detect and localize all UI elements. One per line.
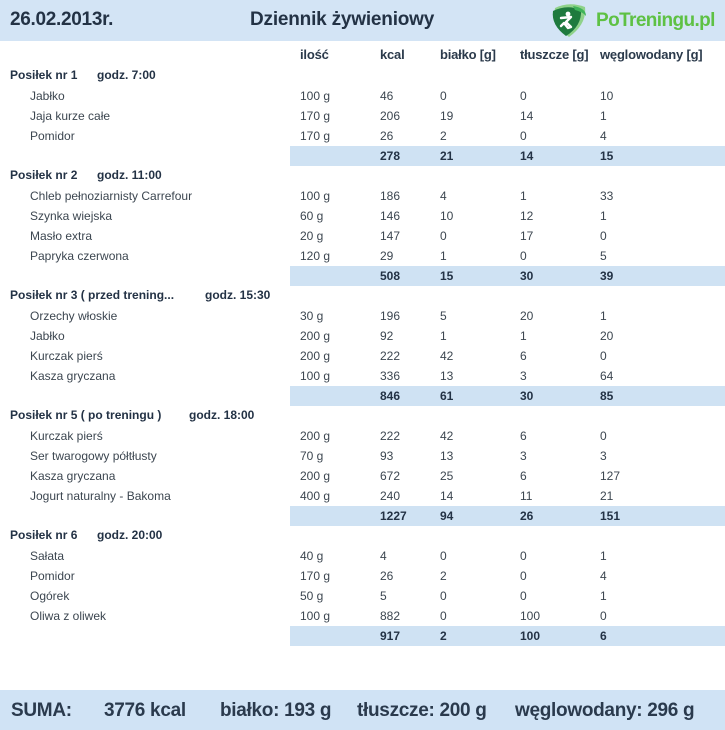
- meal-name: Posiłek nr 5 ( po treningu ): [10, 408, 162, 422]
- food-kcal: 186: [380, 189, 401, 203]
- food-amount: 200 g: [300, 469, 331, 483]
- food-kcal: 222: [380, 349, 401, 363]
- total-carbs: 6: [600, 629, 607, 643]
- food-carbs: 4: [600, 569, 607, 583]
- food-amount: 120 g: [300, 249, 331, 263]
- food-protein: 1: [440, 249, 447, 263]
- food-name: Orzechy włoskie: [30, 309, 118, 323]
- food-carbs: 3: [600, 449, 607, 463]
- meal-name: Posiłek nr 6: [10, 528, 78, 542]
- food-carbs: 1: [600, 109, 607, 123]
- food-protein: 42: [440, 349, 454, 363]
- col-carbs: węglowodany [g]: [600, 47, 703, 62]
- food-fat: 100: [520, 609, 541, 623]
- summary-kcal: 3776 kcal: [104, 700, 186, 721]
- food-protein: 1: [440, 329, 447, 343]
- food-amount: 40 g: [300, 549, 324, 563]
- food-carbs: 64: [600, 369, 614, 383]
- food-kcal: 26: [380, 569, 394, 583]
- food-amount: 50 g: [300, 589, 324, 603]
- food-name: Papryka czerwona: [30, 249, 129, 263]
- header-bar: [0, 0, 725, 41]
- food-kcal: 196: [380, 309, 401, 323]
- food-carbs: 4: [600, 129, 607, 143]
- food-name: Jabłko: [30, 329, 65, 343]
- total-fat: 100: [520, 629, 541, 643]
- brand-name: PoTreningu.pl: [596, 10, 715, 31]
- runner-shield-icon: [549, 2, 589, 38]
- food-fat: 3: [520, 369, 527, 383]
- food-kcal: 240: [380, 489, 401, 503]
- food-protein: 42: [440, 429, 454, 443]
- food-fat: 6: [520, 349, 527, 363]
- food-carbs: 0: [600, 349, 607, 363]
- total-protein: 15: [440, 269, 454, 283]
- meal-name: Posiłek nr 3 ( przed trening...: [10, 288, 175, 302]
- total-protein: 21: [440, 149, 454, 163]
- food-carbs: 10: [600, 89, 614, 103]
- food-amount: 60 g: [300, 209, 324, 223]
- total-kcal: 278: [380, 149, 401, 163]
- food-protein: 0: [440, 549, 447, 563]
- food-kcal: 672: [380, 469, 401, 483]
- food-name: Kasza gryczana: [30, 369, 116, 383]
- food-name: Oliwa z oliwek: [30, 609, 107, 623]
- food-fat: 6: [520, 429, 527, 443]
- meal-time: godz. 7:00: [97, 68, 156, 82]
- col-amount: ilość: [300, 47, 329, 62]
- food-kcal: 336: [380, 369, 401, 383]
- food-protein: 14: [440, 489, 454, 503]
- brand-logo[interactable]: [549, 2, 719, 38]
- diary-date: 26.02.2013r.: [10, 9, 114, 30]
- page-title: Dziennik żywieniowy: [250, 9, 435, 30]
- food-amount: 100 g: [300, 89, 331, 103]
- food-name: Jabłko: [30, 89, 65, 103]
- food-carbs: 1: [600, 549, 607, 563]
- food-carbs: 127: [600, 469, 621, 483]
- food-name: Pomidor: [30, 569, 75, 583]
- total-protein: 94: [440, 509, 454, 523]
- food-fat: 1: [520, 189, 527, 203]
- total-carbs: 15: [600, 149, 614, 163]
- food-amount: 200 g: [300, 429, 331, 443]
- food-amount: 170 g: [300, 569, 331, 583]
- food-carbs: 5: [600, 249, 607, 263]
- food-name: Kurczak pierś: [30, 349, 103, 363]
- food-amount: 100 g: [300, 609, 331, 623]
- total-protein: 2: [440, 629, 447, 643]
- food-fat: 12: [520, 209, 534, 223]
- meal-time: godz. 15:30: [205, 288, 271, 302]
- food-kcal: 5: [380, 589, 387, 603]
- meal-total-row: [290, 626, 725, 646]
- total-carbs: 39: [600, 269, 614, 283]
- summary-carbs: węglowodany: 296 g: [515, 700, 695, 721]
- food-carbs: 33: [600, 189, 614, 203]
- food-protein: 13: [440, 449, 454, 463]
- total-fat: 26: [520, 509, 534, 523]
- meal-total-row: [290, 266, 725, 286]
- food-name: Kasza gryczana: [30, 469, 116, 483]
- food-kcal: 147: [380, 229, 401, 243]
- food-amount: 170 g: [300, 129, 331, 143]
- food-name: Jogurt naturalny - Bakoma: [30, 489, 171, 503]
- food-fat: 0: [520, 589, 527, 603]
- food-kcal: 222: [380, 429, 401, 443]
- food-protein: 2: [440, 129, 447, 143]
- food-name: Ser twarogowy półtłusty: [30, 449, 157, 463]
- food-fat: 11: [520, 489, 533, 503]
- food-protein: 0: [440, 609, 447, 623]
- food-amount: 20 g: [300, 229, 324, 243]
- meal-name: Posiłek nr 2: [10, 168, 78, 182]
- meal-total-row: [290, 386, 725, 406]
- food-fat: 20: [520, 309, 534, 323]
- food-protein: 0: [440, 589, 447, 603]
- food-protein: 4: [440, 189, 447, 203]
- food-name: Szynka wiejska: [30, 209, 113, 223]
- food-protein: 19: [440, 109, 454, 123]
- food-fat: 0: [520, 549, 527, 563]
- total-carbs: 85: [600, 389, 614, 403]
- food-fat: 1: [520, 329, 527, 343]
- total-fat: 30: [520, 269, 534, 283]
- meal-name: Posiłek nr 1: [10, 68, 78, 82]
- col-protein: białko [g]: [440, 47, 496, 62]
- food-kcal: 46: [380, 89, 394, 103]
- food-name: Jaja kurze całe: [30, 109, 111, 123]
- summary-protein: białko: 193 g: [220, 700, 332, 721]
- food-kcal: 26: [380, 129, 394, 143]
- col-kcal: kcal: [380, 47, 405, 62]
- summary-label: SUMA:: [11, 700, 72, 721]
- food-fat: 0: [520, 249, 527, 263]
- food-fat: 6: [520, 469, 527, 483]
- food-kcal: 92: [380, 329, 394, 343]
- food-fat: 14: [520, 109, 534, 123]
- food-protein: 25: [440, 469, 454, 483]
- food-amount: 70 g: [300, 449, 324, 463]
- food-fat: 0: [520, 569, 527, 583]
- food-carbs: 1: [600, 209, 607, 223]
- food-kcal: 882: [380, 609, 401, 623]
- food-carbs: 1: [600, 589, 607, 603]
- meal-time: godz. 18:00: [189, 408, 255, 422]
- food-carbs: 20: [600, 329, 614, 343]
- meal-total-row: [290, 146, 725, 166]
- food-fat: 3: [520, 449, 527, 463]
- food-amount: 100 g: [300, 189, 331, 203]
- food-amount: 170 g: [300, 109, 331, 123]
- food-protein: 0: [440, 89, 447, 103]
- food-kcal: 29: [380, 249, 394, 263]
- total-carbs: 151: [600, 509, 621, 523]
- food-amount: 200 g: [300, 329, 331, 343]
- food-name: Pomidor: [30, 129, 75, 143]
- food-carbs: 21: [600, 489, 614, 503]
- food-amount: 30 g: [300, 309, 324, 323]
- food-name: Ogórek: [30, 589, 70, 603]
- food-carbs: 0: [600, 609, 607, 623]
- total-kcal: 508: [380, 269, 401, 283]
- total-fat: 14: [520, 149, 534, 163]
- food-amount: 400 g: [300, 489, 331, 503]
- daily-summary-bar: [0, 690, 725, 730]
- food-kcal: 4: [380, 549, 387, 563]
- meal-time: godz. 11:00: [97, 168, 162, 182]
- col-fat: tłuszcze [g]: [520, 47, 589, 62]
- food-fat: 17: [520, 229, 534, 243]
- food-name: Sałata: [30, 549, 65, 563]
- total-fat: 30: [520, 389, 534, 403]
- food-carbs: 0: [600, 429, 607, 443]
- summary-fat: tłuszcze: 200 g: [357, 700, 487, 721]
- food-protein: 5: [440, 309, 447, 323]
- food-kcal: 93: [380, 449, 394, 463]
- food-amount: 100 g: [300, 369, 331, 383]
- food-protein: 10: [440, 209, 454, 223]
- food-protein: 13: [440, 369, 454, 383]
- meal-total-row: [290, 506, 725, 526]
- food-fat: 0: [520, 89, 527, 103]
- total-kcal: 1227: [380, 509, 407, 523]
- food-amount: 200 g: [300, 349, 331, 363]
- food-name: Chleb pełnoziarnisty Carrefour: [30, 189, 193, 203]
- food-carbs: 1: [600, 309, 607, 323]
- food-name: Masło extra: [30, 229, 93, 243]
- food-name: Kurczak pierś: [30, 429, 103, 443]
- total-kcal: 846: [380, 389, 401, 403]
- total-protein: 61: [440, 389, 454, 403]
- food-kcal: 206: [380, 109, 401, 123]
- meal-time: godz. 20:00: [97, 528, 163, 542]
- food-carbs: 0: [600, 229, 607, 243]
- food-protein: 2: [440, 569, 447, 583]
- food-protein: 0: [440, 229, 447, 243]
- total-kcal: 917: [380, 629, 401, 643]
- food-fat: 0: [520, 129, 527, 143]
- food-kcal: 146: [380, 209, 401, 223]
